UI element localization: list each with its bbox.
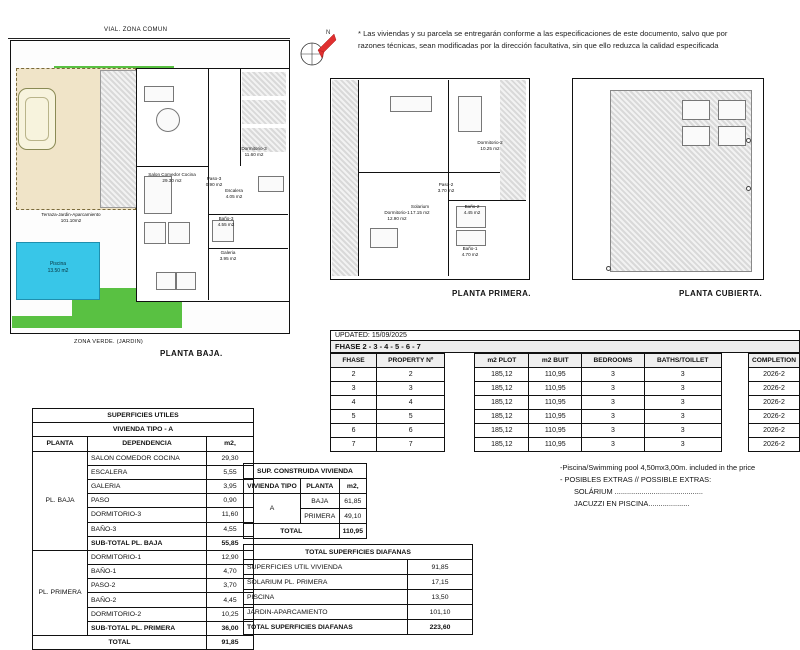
table-row	[244, 605, 473, 620]
pool-label: Piscina	[49, 261, 67, 267]
useful-areas-table	[32, 408, 254, 650]
room-label-bano1: Baño-1	[462, 246, 478, 251]
open-areas-title: TOTAL SUPERFICIES DIAFANAS	[244, 545, 473, 560]
built-area-table	[243, 463, 367, 539]
cell-baths: 3	[644, 382, 721, 396]
cell-m2: 4,55	[207, 522, 254, 536]
col-gap	[445, 354, 475, 368]
swimming-pool	[16, 242, 100, 300]
furniture-misc	[156, 272, 176, 290]
phase-table-block	[330, 330, 800, 452]
phase-title: FHASE 2 - 3 - 4 - 5 - 6 - 7	[330, 340, 800, 353]
interior-wall	[358, 172, 500, 173]
room-area-dorm3: 11.60 m2	[244, 152, 264, 157]
table-row	[33, 550, 254, 564]
cell-fhase: 5	[331, 410, 377, 424]
col-m2: m2,	[339, 479, 366, 494]
cell-m2: 91,85	[408, 560, 473, 575]
table-row	[331, 396, 800, 410]
col-fhase: FHASE	[331, 354, 377, 368]
built-area-title: SUP. CONSTRUIDA VIVIENDA	[244, 464, 367, 479]
cell-m2buit: 110,95	[529, 396, 582, 410]
cell-m2buit: 110,95	[529, 438, 582, 452]
terrace-area: 101.10m2	[60, 218, 82, 223]
table-row	[244, 560, 473, 575]
cell-dependencia: PASO	[88, 494, 207, 508]
cell-m2: 0,90	[207, 494, 254, 508]
cell-baths: 3	[644, 368, 721, 382]
furniture-counter	[168, 222, 190, 244]
cell-m2: 11,60	[207, 508, 254, 522]
cell-bedrooms: 3	[582, 410, 644, 424]
furniture-bed	[370, 228, 398, 248]
table-subtitle-row	[33, 423, 254, 437]
col-completion: COMPLETION	[749, 354, 800, 368]
room-label-dorm2: Dormitorio-2	[477, 140, 503, 145]
cell-fhase: 2	[331, 368, 377, 382]
group-planta-primera: PL. PRIMERA	[33, 550, 88, 635]
table-row	[331, 382, 800, 396]
interior-wall	[136, 166, 208, 167]
planta-baja-caption: PLANTA BAJA.	[160, 349, 223, 358]
built-total-value: 110,95	[339, 524, 366, 539]
cell-m2: 3,70	[207, 579, 254, 593]
open-total-value: 223,60	[408, 620, 473, 635]
planta-baja-drawing	[8, 26, 290, 344]
room-label-dorm1: Dormitorio-1	[384, 210, 410, 215]
disclaimer-line-1: * Las viviendas y su parcela se entregarán conforme a las especificaciones de este documento, salvo que por	[358, 29, 728, 38]
planta-primera-caption: PLANTA PRIMERA.	[452, 289, 531, 298]
cell-bedrooms: 3	[582, 382, 644, 396]
cell-m2buit: 110,95	[529, 368, 582, 382]
street-label: VIAL. ZONA COMUN	[104, 27, 168, 33]
useful-total-value: 91,85	[207, 636, 254, 650]
col-bedrooms: BEDROOMS	[582, 354, 644, 368]
terrace-hatch-left	[332, 80, 358, 276]
cell-m2: 49,10	[339, 509, 366, 524]
cell-dependencia: GALERIA	[88, 479, 207, 493]
subtotal-value-primera: 36,00	[207, 621, 254, 635]
car-symbol	[18, 88, 56, 150]
cell-m2buit: 110,95	[529, 410, 582, 424]
cell-dependencia: DORMITORIO-3	[88, 508, 207, 522]
cell-property: 4	[377, 396, 445, 410]
table-row	[33, 451, 254, 465]
built-area-block	[243, 463, 367, 539]
extras-note	[560, 462, 800, 510]
table-header-row	[33, 437, 254, 451]
table-row	[244, 575, 473, 590]
cell-completion: 2026-2	[749, 410, 800, 424]
extras-solarium: SOLÁRIUM ...........................................	[574, 487, 703, 496]
furniture-bath	[456, 230, 486, 246]
interior-wall	[208, 214, 288, 215]
cell-fhase: 7	[331, 438, 377, 452]
room-label-solarium: Solarium	[410, 204, 430, 209]
furniture-counter	[144, 222, 166, 244]
room-label-paso3: Paso-3	[206, 176, 222, 181]
room-label-salon: Salon Comedor Cocina	[148, 172, 196, 177]
roof-unit	[718, 126, 746, 146]
cell-fhase: 3	[331, 382, 377, 396]
table-header-row	[244, 479, 367, 494]
cell-dependencia: BAÑO-2	[88, 593, 207, 607]
cell-dependencia: DORMITORIO-1	[88, 550, 207, 564]
room-label-escalera: Escalera	[225, 188, 243, 193]
phase-table	[330, 353, 800, 452]
cell-completion: 2026-2	[749, 438, 800, 452]
cell-completion: 2026-2	[749, 382, 800, 396]
useful-total-label: TOTAL	[33, 636, 207, 650]
useful-areas-subtitle: VIVIENDA TIPO - A	[33, 423, 254, 437]
room-area-escalera: 4.05 m2	[225, 194, 243, 199]
cell-property: 3	[377, 382, 445, 396]
cell-tipo: A	[244, 494, 301, 524]
table-header-row	[331, 354, 800, 368]
north-compass	[296, 28, 340, 72]
roof-unit	[718, 100, 746, 120]
col-baths: BATHS/TOILLET	[644, 354, 721, 368]
col-dependencia: DEPENDENCIA	[88, 437, 207, 451]
room-area-galeria: 3.95 m2	[219, 256, 237, 261]
cell-bedrooms: 3	[582, 368, 644, 382]
room-area-paso2: 3.70 m2	[437, 188, 455, 193]
roof-unit	[682, 126, 710, 146]
table-row	[331, 438, 800, 452]
interior-wall	[448, 80, 449, 174]
pool-area: 13.50 m2	[47, 268, 69, 274]
cell-m2plot: 185,12	[475, 438, 529, 452]
cell-bedrooms: 3	[582, 396, 644, 410]
planta-primera-drawing	[330, 78, 540, 283]
cell-m2buit: 110,95	[529, 424, 582, 438]
cell-m2: 4,70	[207, 565, 254, 579]
cell-bedrooms: 3	[582, 438, 644, 452]
cell-m2plot: 185,12	[475, 368, 529, 382]
furniture-table	[156, 108, 180, 132]
cell-m2: 12,90	[207, 550, 254, 564]
interior-wall	[448, 200, 526, 201]
room-area-dorm2: 10.25 m2	[480, 146, 500, 151]
cell-completion: 2026-2	[749, 396, 800, 410]
col-vivienda-tipo: VIVIENDA TIPO	[244, 479, 301, 494]
cell-planta: BAJA	[300, 494, 339, 509]
roof-drain-icon	[606, 266, 611, 271]
planta-cubierta-caption: PLANTA CUBIERTA.	[679, 289, 763, 298]
cell-dependencia: DORMITORIO-2	[88, 607, 207, 621]
extras-pool-line: -Piscina/Swimming pool 4,50mx3,00m. included in the price	[560, 463, 756, 472]
cell-concept: SUPERFICIES UTIL VIVIENDA	[244, 560, 408, 575]
room-area-solarium: 17.15 m2	[410, 210, 430, 215]
cell-m2: 101,10	[408, 605, 473, 620]
cell-m2: 3,95	[207, 479, 254, 493]
cell-baths: 3	[644, 396, 721, 410]
col-m2plot: m2 PLOT	[475, 354, 529, 368]
cell-m2plot: 185,12	[475, 396, 529, 410]
cell-property: 2	[377, 368, 445, 382]
furniture-bed	[458, 96, 482, 132]
terrace-label: Terraza-Jardin-Aparcamiento	[41, 212, 101, 217]
table-row	[244, 494, 367, 509]
disclaimer-line-2: razones técnicas, sean modificadas por la dirección facultativa, sin que ello reduzca la calidad especificada	[358, 41, 719, 50]
cell-m2: 13,50	[408, 590, 473, 605]
cell-dependencia: BAÑO-3	[88, 522, 207, 536]
open-total-label: TOTAL SUPERFICIES DIAFANAS	[244, 620, 408, 635]
cell-m2plot: 185,12	[475, 424, 529, 438]
cell-dependencia: BAÑO-1	[88, 565, 207, 579]
cell-baths: 3	[644, 410, 721, 424]
hatched-block	[242, 100, 286, 124]
cell-concept: SOLARIUM PL. PRIMERA	[244, 575, 408, 590]
room-area-bano2: 4.45 m2	[463, 210, 481, 215]
cell-m2: 4,45	[207, 593, 254, 607]
subtotal-value-baja: 55,85	[207, 536, 254, 550]
extras-heading: - POSIBLES EXTRAS // POSSIBLE EXTRAS:	[560, 475, 712, 484]
cell-property: 7	[377, 438, 445, 452]
room-area-bano1: 4.70 m2	[461, 252, 479, 257]
cell-planta: PRIMERA	[300, 509, 339, 524]
table-total-row	[244, 524, 367, 539]
cell-property: 5	[377, 410, 445, 424]
cell-m2: 5,55	[207, 465, 254, 479]
cell-baths: 3	[644, 438, 721, 452]
roof-unit	[682, 100, 710, 120]
disclaimer-note	[358, 28, 798, 52]
updated-date: UPDATED: 15/09/2025	[330, 330, 800, 340]
furniture-sofa	[144, 86, 174, 102]
svg-text:N: N	[326, 30, 331, 36]
table-total-row	[33, 636, 254, 650]
col-m2: m2,	[207, 437, 254, 451]
room-label-dorm3: Dormitorio-3	[241, 146, 267, 151]
cell-concept: JARDIN-APARCAMIENTO	[244, 605, 408, 620]
hatched-block	[242, 72, 286, 96]
table-row	[331, 410, 800, 424]
furniture-bed	[258, 176, 284, 192]
room-area-salon: 29.30 m2	[162, 178, 182, 183]
subtotal-label-primera: SUB-TOTAL PL. PRIMERA	[88, 621, 207, 635]
table-title-row	[244, 464, 367, 479]
cell-dependencia: ESCALERA	[88, 465, 207, 479]
group-planta-baja: PL. BAJA	[33, 451, 88, 550]
open-areas-table	[243, 544, 473, 635]
table-total-row	[244, 620, 473, 635]
built-total-label: TOTAL	[244, 524, 340, 539]
table-row	[331, 424, 800, 438]
room-area-bano3: 4.55 m2	[217, 222, 235, 227]
extras-jacuzzi: JACUZZI EN PISCINA....................	[574, 499, 690, 508]
paving-hatch	[100, 70, 138, 208]
col-planta: PLANTA	[33, 437, 88, 451]
table-row	[244, 590, 473, 605]
cell-m2: 10,25	[207, 607, 254, 621]
cell-m2: 17,15	[408, 575, 473, 590]
room-label-bano2: Baño-2	[464, 204, 480, 209]
cell-bedrooms: 3	[582, 424, 644, 438]
garden-strip-left	[12, 316, 72, 328]
interior-wall	[358, 80, 359, 276]
cell-m2: 29,30	[207, 451, 254, 465]
cell-baths: 3	[644, 424, 721, 438]
roof-drain-icon	[746, 186, 751, 191]
cell-concept: PISCINA	[244, 590, 408, 605]
table-row	[331, 368, 800, 382]
col-gap-2	[721, 354, 748, 368]
interior-wall	[208, 248, 288, 249]
cell-m2buit: 110,95	[529, 382, 582, 396]
room-area-paso3: 0.90 m2	[205, 182, 223, 187]
cell-dependencia: PASO-2	[88, 579, 207, 593]
furniture-lounger	[390, 96, 432, 112]
room-label-bano3: Baño-3	[218, 216, 234, 221]
cell-property: 6	[377, 424, 445, 438]
cell-fhase: 4	[331, 396, 377, 410]
cell-completion: 2026-2	[749, 424, 800, 438]
room-label-galeria: Galeria	[220, 250, 236, 255]
col-m2buit: m2 BUIT	[529, 354, 582, 368]
room-area-dorm1: 12.90 m2	[387, 216, 407, 221]
furniture-misc	[176, 272, 196, 290]
cell-completion: 2026-2	[749, 368, 800, 382]
room-label-paso2: Paso-2	[438, 182, 454, 187]
cell-fhase: 6	[331, 424, 377, 438]
cell-m2: 61,85	[339, 494, 366, 509]
cell-m2plot: 185,12	[475, 382, 529, 396]
cell-dependencia: SALON COMEDOR COCINA	[88, 451, 207, 465]
open-areas-block	[243, 544, 473, 635]
table-title-row	[33, 409, 254, 423]
planta-cubierta-drawing	[572, 78, 772, 283]
col-planta: PLANTA	[300, 479, 339, 494]
roof-drain-icon	[746, 138, 751, 143]
cell-m2plot: 185,12	[475, 410, 529, 424]
useful-areas-title: SUPERFICIES UTILES	[33, 409, 254, 423]
col-property: PROPERTY Nº	[377, 354, 445, 368]
table-title-row	[244, 545, 473, 560]
green-zone-label: ZONA VERDE. (JARDIN)	[74, 339, 144, 345]
useful-areas-block	[32, 408, 254, 650]
subtotal-label-baja: SUB-TOTAL PL. BAJA	[88, 536, 207, 550]
